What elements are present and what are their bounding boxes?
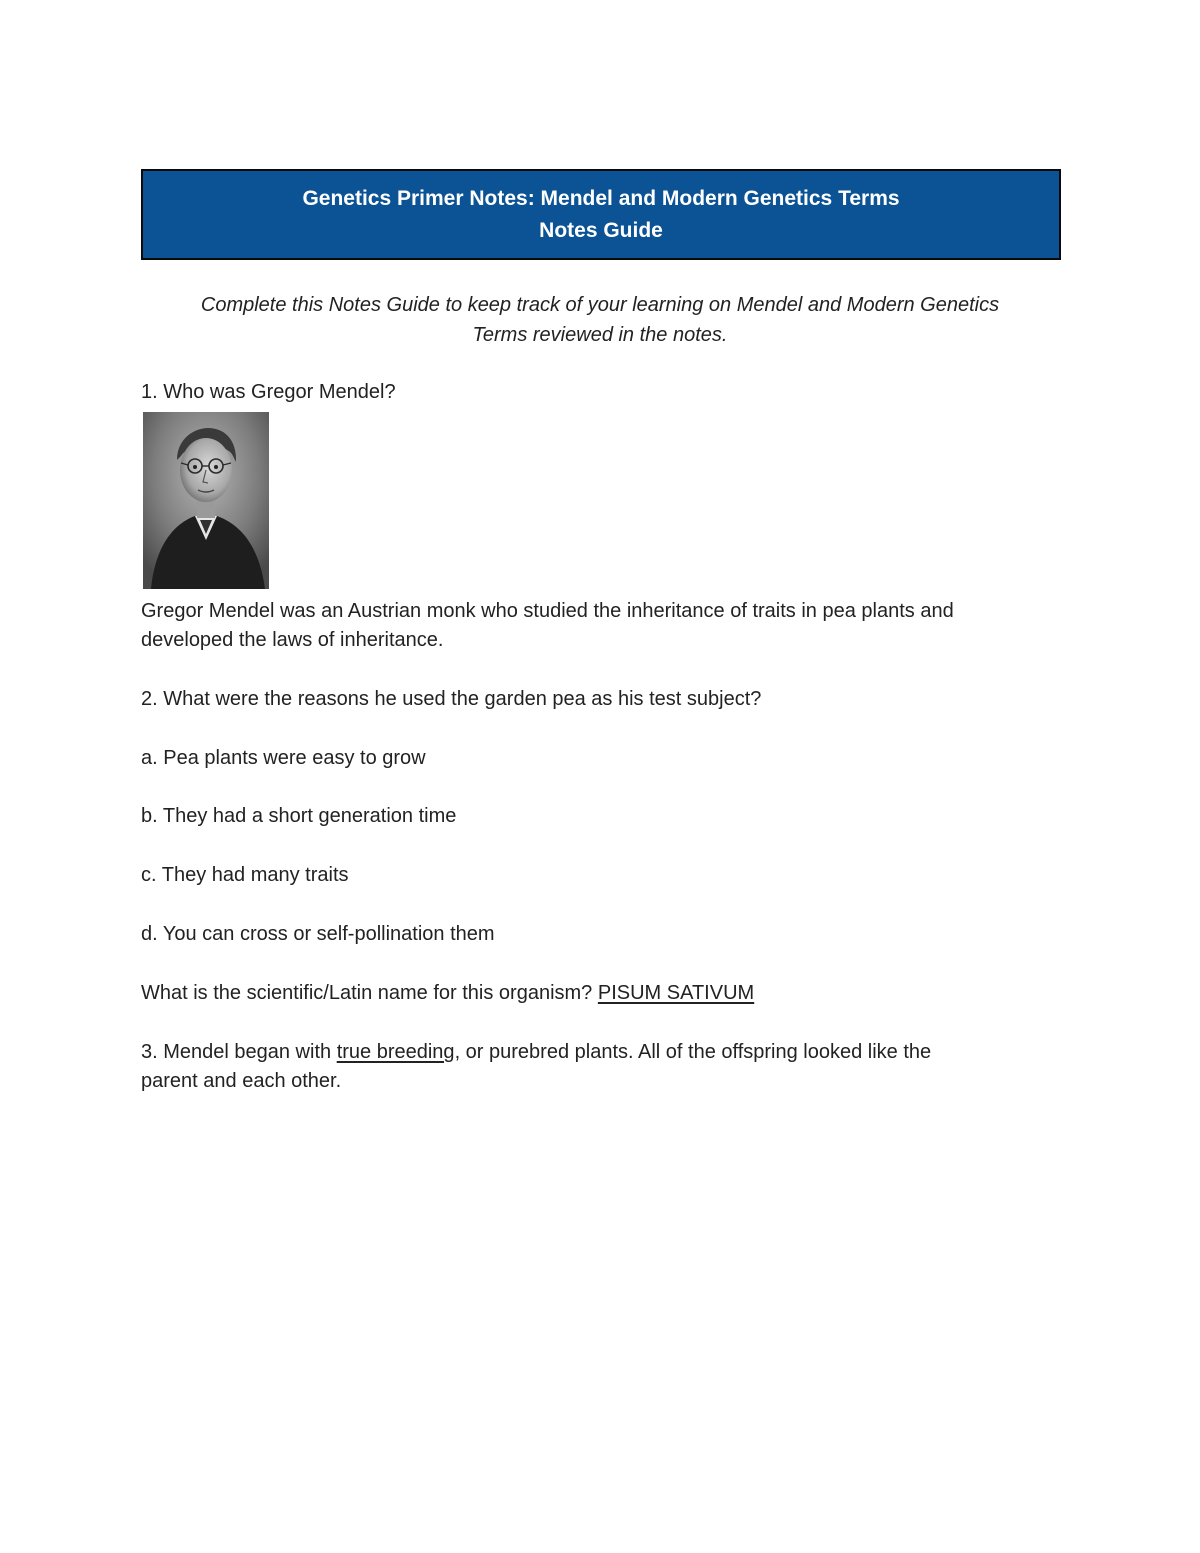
true-breeding-term: true breeding — [336, 1041, 455, 1063]
latin-name-answer: PISUM SATIVUM — [597, 982, 755, 1004]
reason-a: a. Pea plants were easy to grow — [141, 747, 426, 769]
question-3-line-1 — [141, 1038, 1059, 1067]
document-title: Genetics Primer Notes: Mendel and Modern Genetics Terms — [302, 187, 900, 210]
answer-1-line-2: developed the laws of inheritance. — [141, 629, 444, 651]
document-subtitle: Notes Guide — [539, 219, 663, 242]
question-2: 2. What were the reasons he used the garden pea as his test subject? — [141, 688, 762, 710]
portrait-photo — [143, 412, 269, 589]
reason-b: b. They had a short generation time — [141, 805, 457, 827]
latin-name-line — [141, 979, 1059, 1008]
question-3-line-2: parent and each other. — [141, 1070, 342, 1092]
question-3 — [141, 1038, 1059, 1096]
reason-d: d. You can cross or self-pollination them — [141, 923, 495, 945]
question-1: 1. Who was Gregor Mendel? — [141, 381, 396, 403]
intro-line-2: Terms reviewed in the notes. — [472, 324, 728, 346]
answer-1-line-1: Gregor Mendel was an Austrian monk who studied the inheritance of traits in pea plants and — [141, 600, 954, 622]
mendel-portrait-image — [143, 412, 269, 589]
latin-name-prompt: What is the scientific/Latin name for this organism? — [141, 982, 598, 1004]
answer-1 — [141, 597, 1059, 655]
reason-c: c. They had many traits — [141, 864, 349, 886]
title-banner — [141, 169, 1061, 260]
intro-instructions — [141, 290, 1059, 350]
question-3-prefix: 3. Mendel began with — [141, 1041, 337, 1063]
intro-line-1: Complete this Notes Guide to keep track of your learning on Mendel and Modern Genetics — [200, 294, 1000, 316]
question-3-suffix: , or purebred plants. All of the offspring looked like the — [454, 1041, 932, 1063]
